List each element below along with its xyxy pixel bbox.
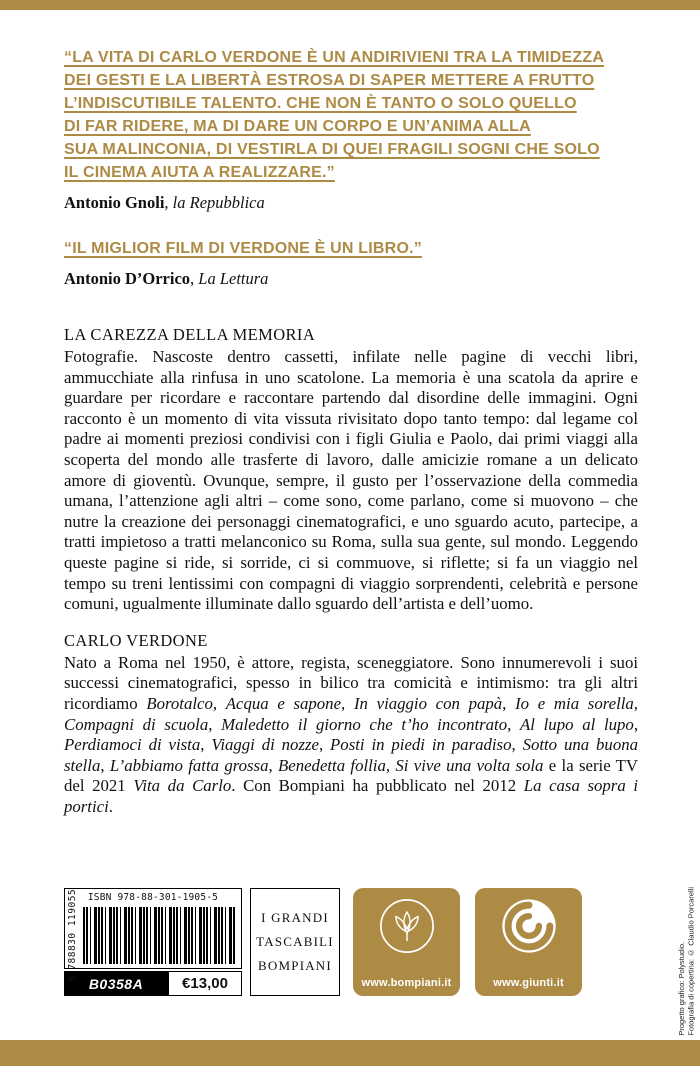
cover-content [64,46,638,817]
giunti-badge [475,888,582,996]
press-quote-text: “IL MIGLIOR FILM DI VERDONE È UN LIBRO.” [64,240,422,257]
credit-line: Progetto grafico: Polystudio. [677,942,686,1036]
barcode-box [64,888,242,983]
credit-line: Fotografia di copertina: © Claudio Porcarelli [686,887,696,1036]
press-quote-text: IL CINEMA AIUTA A REALIZZARE.” [64,164,335,181]
price: €13,00 [168,971,242,996]
print-credits [677,887,696,1036]
press-quote-2 [64,237,638,260]
press-quote-text: DI FAR RIDERE, MA DI DARE UN CORPO E UN’ANIMA ALLA [64,118,531,135]
author-bio-section [64,631,638,818]
author-name-heading: CARLO VERDONE [64,630,208,650]
author-bio-text: Nato a Roma nel 1950, è attore, regista, sceneggiatore. Sono innumerevoli i suoi successi cinematografici, spesso in bilico tra comicità e intimismo: tra gli altri ricordiamo Borotalco, Acqua e sapone, In viaggio con papà, Io e mia sorella, Compagni di scuola, Maledetto il giorno che t’ho incontrato, Al lupo al lupo, Perdiamoci di vista, Viaggi di nozze, Posti in piedi in paradiso, Sotto una buona stella, L’abbiamo fatta grossa, Benedetta follia, Si vive una volta sola e la serie TV del 2021 Vita da Carlo. Con Bompiani ha pubblicato nel 2012 La casa sopra i portici. [64,652,639,816]
press-quote-text: SUA MALINCONIA, DI VESTIRLA DI QUEI FRAGILI SOGNI CHE SOLO [64,141,600,158]
giunti-swirl-logo-icon [500,897,558,960]
press-quote-line [64,237,638,260]
edition-code: B0358A [64,971,168,996]
series-line: TASCABILI [256,934,334,949]
footer-strip [64,888,597,996]
press-quote-line [64,161,638,184]
quote-attribution-2: Antonio D’Orrico, La Lettura [64,269,269,288]
barcode-digits-wrap [65,888,80,983]
press-quote-text: DEI GESTI E LA LIBERTÀ ESTROSA DI SAPER METTERE A FRUTTO [64,72,595,89]
series-line: I GRANDI [261,910,329,925]
press-quote-line [64,138,638,161]
bompiani-badge [353,888,460,996]
synopsis-text: Fotografie. Nascoste dentro cassetti, infilate nelle pagine di vecchi libri, ammucchiate alla rinfusa in uno scatolone. La memoria è una scatola da aprire e guardare per ricordare e raccontare partendo dal disordine delle immagini. Ogni racconto è un momento di vita vissuta rivisitato dopo tanto tempo: dal legame col padre ai momenti preziosi condivisi con i figli Giulia e Paolo, dai primi viaggi alla scoperta del mondo alle trasferte di lavoro, dalle amicizie romane a un delicato amore di gioventù. Ovunque, sempre, il gusto per l’osservazione della commedia umana, l’attenzione agli altri – come sono, come parlano, come si muovono – che nutre la creazione dei personaggi cinematografici, e uno sguardo acuto, partecipe, a tratti impietoso a tratti melanconico su Roma, sulla sua gente, sul mondo. Leggendo queste pagine si ride, si sorride, ci si commuove, si riflette; si fa un viaggio nel tempo su treni lentissimi con compagni di viaggio sorprendenti, celebrità e persone comuni, ugualmente illuminate dallo sguardo dell’artista e dell’uomo. [64,347,638,614]
barcode-block [64,888,242,996]
press-quote-text: L’INDISCUTIBILE TALENTO. CHE NON È TANTO O SOLO QUELLO [64,95,577,112]
press-quote-line [64,69,638,92]
giunti-url: www.giunti.it [493,977,564,989]
press-quote-line [64,46,638,69]
synopsis-heading: LA CAREZZA DELLA MEMORIA [64,325,316,344]
barcode-bars [83,907,236,964]
press-quote-1 [64,46,638,184]
series-box [250,888,340,996]
quote-attribution-1: Antonio Gnoli, la Repubblica [64,193,265,212]
bompiani-url: www.bompiani.it [361,977,452,989]
bompiani-flower-logo-icon [378,897,436,960]
series-line: BOMPIANI [258,958,332,973]
press-quote-line [64,115,638,138]
bottom-accent-bar [0,1040,700,1066]
top-accent-bar [0,0,700,10]
press-quote-line [64,92,638,115]
isbn-label: ISBN 978-88-301-1905-5 [87,892,219,903]
synopsis-section [64,325,638,615]
press-quote-text: “LA VITA DI CARLO VERDONE È UN ANDIRIVIENI TRA LA TIMIDEZZA [64,49,605,66]
barcode-digits: 9 788830 119055 [67,888,79,983]
price-row [64,971,242,996]
